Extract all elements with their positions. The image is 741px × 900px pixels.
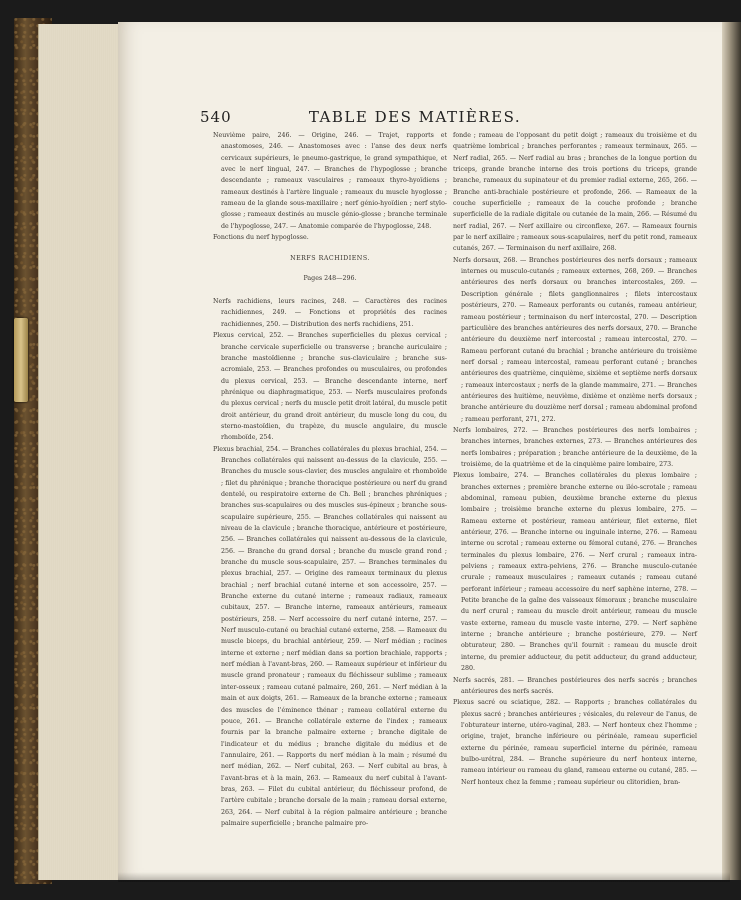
page-header [200,108,630,128]
right-column [453,130,697,788]
page-stack-edge [38,24,123,880]
paragraph-plexus-sacre: Plexus sacré ou sciatique, 282. — Rapports ; branches collatérales du plexus sacré ; branches antérieures ; vésicales, du releveur de l'anus, de l'obturateur interne, utéro-vaginal, 283. — Nerf honteux chez l'homme ; origine, trajet, branche inférieure ou périnéale, rameau superficiel externe du périnée, rameau superficiel interne du périnée, rameau bulbo-urétral, 284. — Branche supérieure du nerf honteux interne, rameau intérieur ou rameau du gland, rameau externe ou cutané, 285. — Nerf honteux chez la femme ; rameau supérieur ou clitoridien, bran- [453,699,697,786]
page-bottom-shadow [118,872,730,882]
paragraph-nerfs-rachidiens: Nerfs rachidiens, leurs racines, 248. — Caractères des racines rachidiennes, 249. — Fonctions et propriétés des racines rachidiennes, 250. — Distribution des nerfs rachidiens, 251. [213,298,447,328]
paragraph-neuvieme-paire: Neuvième paire, 246. — Origine, 246. — Trajet, rapports et anastomoses, 246. — Anastomoses avec : l'anse des deux nerfs cervicaux supérieurs, le pneumo-gastrique, le grand sympathique, et avec le nerf lingual, 247. — Branches de l'hypoglosse ; branche descendante ; rameaux vasculaires ; rameaux thyro-hyoïdiens ; rameaux destinés à l'artère linguale ; rameaux du muscle hyoglosse ; rameau de la glande sous-maxillaire ; nerf génio-hyoïdien ; nerf stylo-glosse ; rameaux destinés au muscle génio-glosse ; branche terminale de l'hypoglosse, 247. — Anatomie comparée de l'hypoglosse, 248. [213,132,447,230]
left-column [213,130,447,829]
paragraph-nerfs-lombaires: Nerfs lombaires, 272. — Branches postérieures des nerfs lombaires ; branches internes, branches externes, 273. — Branches antérieures des nerfs lombaires ; préparation ; branche antérieure de la deuxième, de la troisième, de la quatrième et de la cinquième paire lombaire, 273. [453,426,697,468]
paragraph-nerfs-dorsaux: Nerfs dorsaux, 268. — Branches postérieures des nerfs dorsaux ; rameaux internes ou musculo-cutanés ; rameaux externes, 268, 269. — Branches antérieures des nerfs dorsaux ou branches intercostales, 269. — Description générale ; filets ganglionnaires ; filets intercostaux postérieurs, 270. — Rameaux perforants ou cutanés, rameau antérieur, rameau postérieur ; terminaison du nerf intercostal, 270. — Description particulière des branches antérieures des nerfs dorsaux, 270. — Branche antérieure du deuxième nerf intercostal ; rameau intercostal, 270. — Rameau perforant cutané du brachial ; branche antérieure du troisième nerf dorsal ; rameau intercostal, rameau perforant cutané ; branches antérieures des quatrième, cinquième, sixième et septième nerfs dorsaux ; rameaux intercostaux ; nerfs de la glande mammaire, 271. — Branches antérieures des huitième, neuvième, dixième et onzième nerfs dorsaux ; branche antérieure du douzième nerf dorsal ; rameau abdominal profond ; rameau perforant, 271, 272. [453,256,697,423]
paragraph-fonctions: Fonctions du nerf hypoglosse. [213,234,309,242]
paragraph-plexus-lombaire: Plexus lombaire, 274. — Branches collatérales du plexus lombaire ; branches externes ; première branche externe ou iléo-scrotale ; rameau abdominal, rameau pubien, deuxième branche externe du plexus lombaire ; troisième branche externe du plexus lombaire, 275. — Rameau externe et postérieur, rameau antérieur, filet externe, filet antérieur, 276. — Branche interne ou inguinale interne, 276. — Rameau interne ou scrotal ; rameau externe ou fémoral cutané, 276. — Branches terminales du plexus lombaire, 276. — Nerf crural ; rameaux intra-pelviens ; rameaux extra-pelviens, 276. — Branche musculo-cutanée crurale ; rameaux musculaires ; rameaux cutanés ; rameau cutané perforant inférieur ; rameau accessoire du nerf saphène interne, 278. — Petite branche de la gaîne des vaisseaux fémoraux ; branche musculaire du nerf crural ; rameau du muscle droit antérieur, rameau du muscle vaste externe, rameau du muscle vaste interne, 279. — Nerf saphène interne ; branche antérieure ; branche postérieure, 279. — Nerf obturateur, 280. — Branches qu'il fournit : rameau du muscle droit interne, du premier adducteur, du petit adducteur, du grand adducteur, 280. [453,472,697,673]
paragraph-continuation: fonde ; rameau de l'opposant du petit doigt ; rameaux du troisième et du quatrième lombrical ; branches perforantes ; rameaux terminaux, 265. — Nerf radial, 265. — Nerf radial au bras ; branches de la longue portion du triceps, grande branche interne des trois portions du triceps, grande branche, rameaux du supinateur et du premier radial externe, 265, 266. — Branche anti-brachiale postérieure et profonde, 266. — Rameaux de la couche superficielle ; rameaux de la couche profonde ; branche superficielle de la radiale digitale ou cutanée de la main, 266. — Résumé du nerf radial, 267. — Nerf axillaire ou circonflexe, 267. — Rameaux fournis par le nerf axillaire ; rameaux sous-scapulaires, nerf du petit rond, rameaux cutanés, 267. — Terminaison du nerf axillaire, 268. [453,132,697,253]
section-heading: NERFS RACHIDIENS. [290,255,370,263]
paragraph-nerfs-sacres: Nerfs sacrés, 281. — Branches postérieures des nerfs sacrés ; branches antérieures des nerfs sacrés. [453,676,697,695]
book-clasp [14,318,28,402]
section-pages: Pages 248—296. [303,274,357,282]
paragraph-plexus-brachial: Plexus brachial, 254. — Branches collatérales du plexus brachial, 254. — Branches collatérales qui naissent au-dessus de la clavicule, 255. — Branches du muscle sous-clavier, des muscles angulaire et rhomboïde ; filet du phrénique ; branche thoracique postérieure ou nerf du grand dentelé, ou respiratoire externe de Ch. Bell ; branches phréniques ; branches sus-scapulaires ou des muscles sus-épineux ; branche sous-scapulaire supérieure, 255. — Branches collatérales qui naissent au niveau de la clavicule ; branche thoracique, antérieure et postérieure, 256. — Branches collatérales qui naissent au-dessous de la clavicule, 256. — Branche du grand dorsal ; branche du muscle grand rond ; branche du muscle sous-scapulaire, 257. — Branches terminales du plexus brachial, 257. — Origine des rameaux terminaux du plexus brachial ; nerf brachial cutané interne et son accessoire, 257. — Branche externe du cutané interne ; rameaux radiaux, rameaux cubitaux, 257. — Branche interne, rameaux antérieurs, rameaux postérieurs, 258. — Nerf accessoire du nerf cutané interne, 257. — Nerf musculo-cutané ou brachial cutané externe, 258. — Rameaux du muscle biceps, du brachial antérieur, 259. — Nerf médian ; racines interne et externe ; nerf médian dans sa portion brachiale, rapports ; nerf médian à l'avant-bras, 260. — Rameaux supérieur et inférieur du muscle grand pronateur ; rameaux du fléchisseur sublime ; rameaux inter-osseux ; rameau cutané palmaire, 260, 261. — Nerf médian à la main et aux doigts, 261. — Rameaux de la branche externe ; rameaux des muscles de l'éminence thénar ; rameau collatéral externe du pouce, 261. — Branche collatérale externe de l'index ; rameaux fournis par la branche palmaire externe ; branche digitale de l'indicateur et du médius ; branche digitale du médius et de l'annulaire, 261. — Rapports du nerf médian à la main ; résumé du nerf médian, 262. — Nerf cubital, 263. — Nerf cubital au bras, à l'avant-bras et à la main, 263. — Rameaux du nerf cubital à l'avant-bras, 263. — Filet du cubital antérieur, du fléchisseur profond, de l'artère cubitale ; branche dorsale de la main ; rameau dorsal externe, 263, 264. — Nerf cubital à la région palmaire antérieure ; branche palmaire superficielle ; branche palmaire pro- [213,445,447,827]
page-number: 540 [200,108,232,126]
page-right-edge [722,22,741,880]
paragraph-plexus-cervical: Plexus cervical, 252. — Branches superficielles du plexus cervical ; branche cervicale superficielle ou transverse ; branche auriculaire ; branche mastoïdienne ; branche sus-claviculaire ; branche sus-acromiale, 253. — Branches profondes ou musculaires, ou profondes du plexus cervical, 253. — Branche descendante interne, nerf phrénique ou diaphragmatique, 253. — Nerfs musculaires profonds du plexus cervical ; nerfs du muscle petit droit latéral, du muscle petit droit antérieur, du grand droit antérieur, du muscle long du cou, du sterno-mastoïdien, du trapèze, du muscle angulaire, du muscle rhomboïde, 254. [213,332,447,442]
page-title: TABLE DES MATIÈRES. [308,108,522,126]
